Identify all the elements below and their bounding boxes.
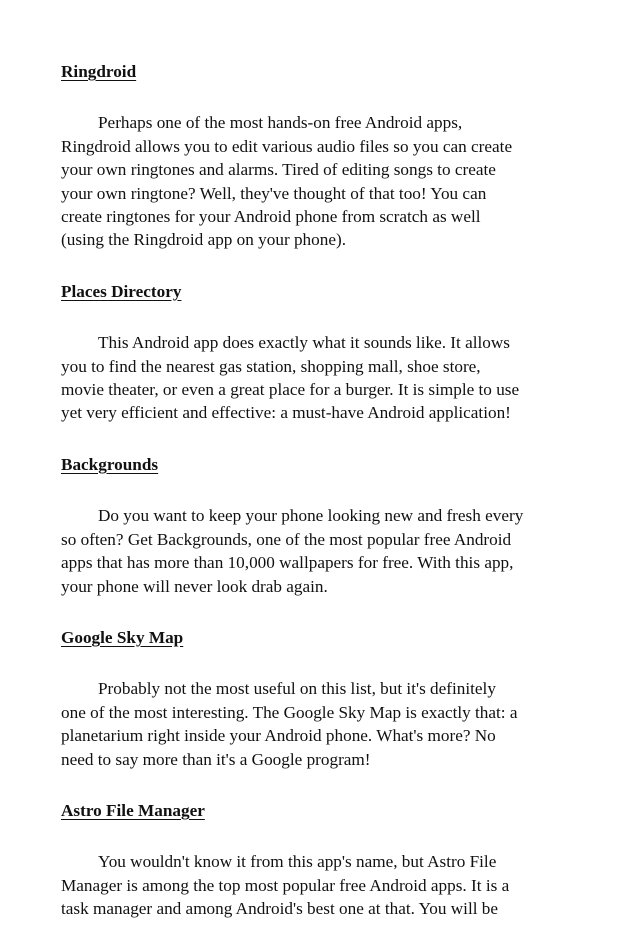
section-heading: Ringdroid: [61, 62, 137, 81]
paragraph-line: apps that has more than 10,000 wallpapers for free. With this app,: [61, 553, 514, 573]
section-paragraph: [61, 504, 581, 598]
paragraph-line: your own ringtone? Well, they've thought of that too! You can: [61, 183, 487, 203]
paragraph-line: Probably not the most useful on this list, but it's definitely: [98, 679, 496, 699]
section-heading: Google Sky Map: [61, 627, 184, 647]
paragraph-line: task manager and among Android's best one at that. You will be: [61, 899, 499, 919]
paragraph-line: movie theater, or even a great place for a burger. It is simple to use: [61, 380, 520, 400]
paragraph-line: You wouldn't know it from this app's name, but Astro File: [98, 852, 497, 872]
paragraph-line: yet very efficient and effective: a must-have Android application!: [61, 403, 511, 423]
section-google-sky-map: [61, 626, 581, 771]
paragraph-line: your own ringtones and alarms. Tired of editing songs to create: [61, 160, 496, 180]
paragraph-line: Manager is among the top most popular free Android apps. It is a: [61, 875, 510, 895]
section-heading: Backgrounds: [61, 454, 159, 474]
paragraph-line: so often? Get Backgrounds, one of the most popular free Android: [61, 529, 512, 549]
paragraph-line: planetarium right inside your Android phone. What's more? No: [61, 726, 496, 746]
section-astro-file-manager: [61, 799, 581, 921]
section-paragraph: [61, 331, 581, 425]
paragraph-line: need to say more than it's a Google program!: [61, 749, 371, 769]
paragraph-line: This Android app does exactly what it sounds like. It allows: [98, 333, 510, 353]
paragraph-line: one of the most interesting. The Google Sky Map is exactly that: a: [61, 702, 518, 722]
paragraph-line: you to find the nearest gas station, shopping mall, shoe store,: [61, 356, 481, 376]
section-paragraph: [61, 850, 581, 920]
paragraph-line: your phone will never look drab again.: [61, 576, 328, 596]
paragraph-line: create ringtones for your Android phone from scratch as well: [61, 207, 481, 227]
paragraph-line: Perhaps one of the most hands-on free Android apps,: [98, 113, 463, 133]
section-heading: Places Directory: [61, 281, 182, 301]
section-paragraph: [61, 677, 581, 771]
paragraph-line: Ringdroid allows you to edit various audio files so you can create: [61, 136, 513, 156]
section-paragraph: [61, 111, 581, 251]
section-places-directory: [61, 280, 581, 425]
paragraph-line: (using the Ringdroid app on your phone).: [61, 230, 346, 250]
document-body: [61, 60, 581, 949]
section-backgrounds: [61, 453, 581, 598]
section-heading: Astro File Manager: [61, 800, 205, 820]
paragraph-line: Do you want to keep your phone looking new and fresh every: [98, 506, 524, 526]
section-ringdroid: [61, 60, 581, 252]
